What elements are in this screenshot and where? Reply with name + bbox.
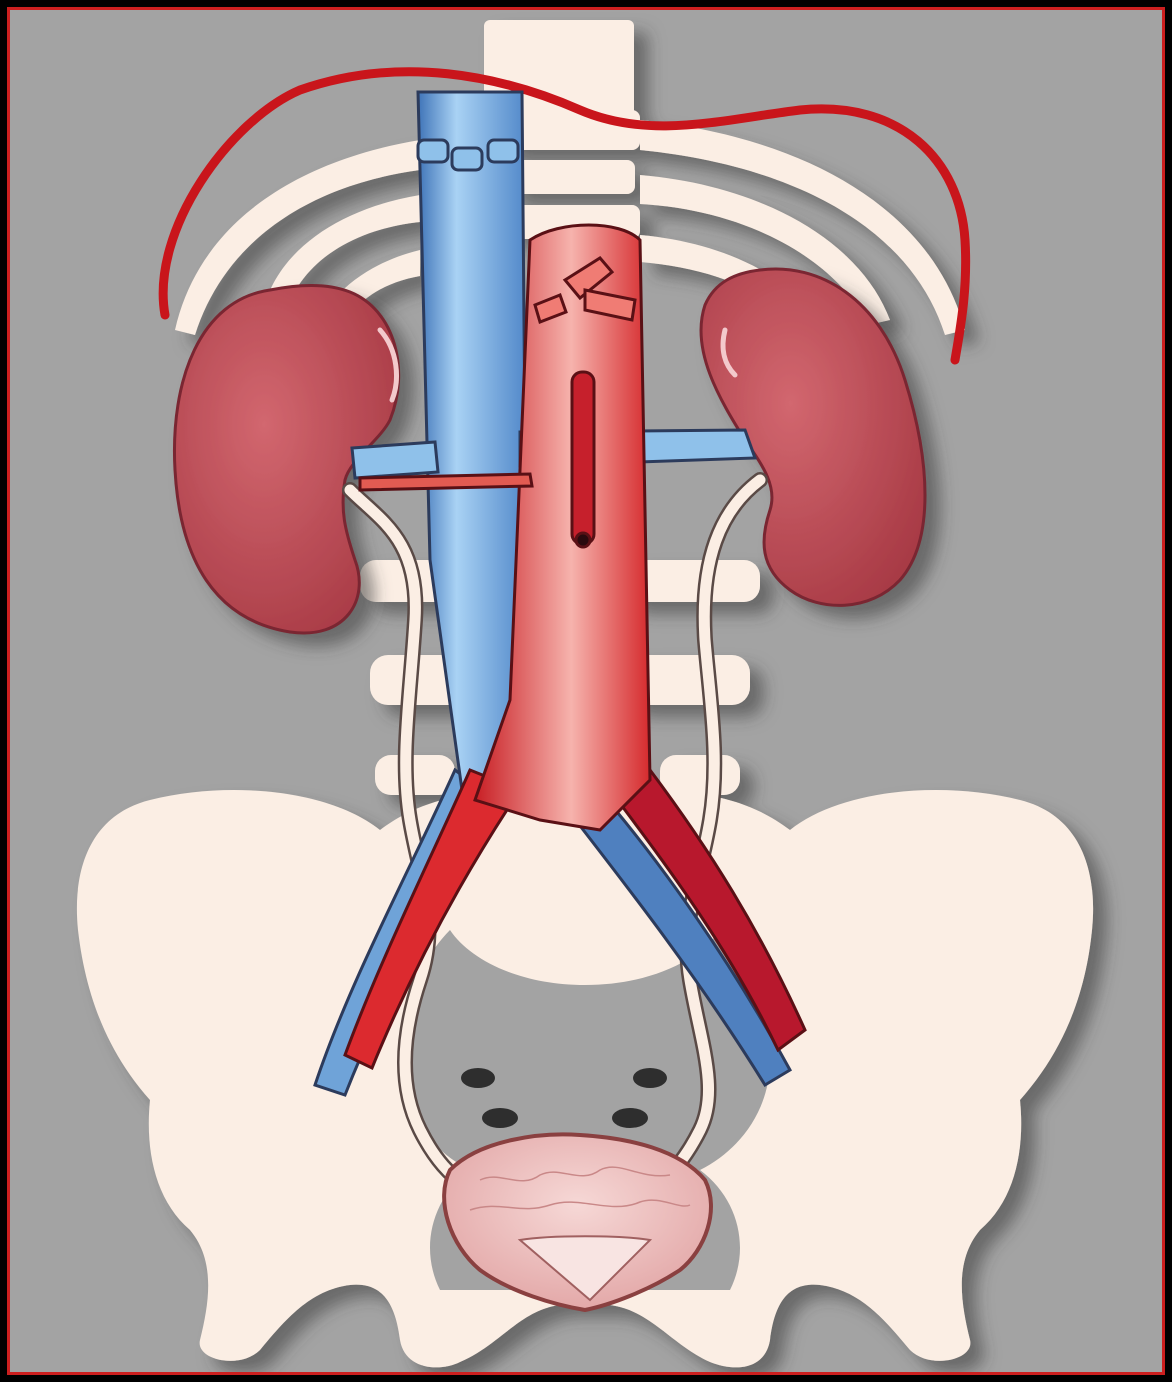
hepatic-vein [452, 148, 482, 170]
renal-artery-right [360, 474, 532, 490]
sacral-foramen [482, 1108, 518, 1128]
mesenteric-artery [572, 372, 594, 544]
figure-frame [7, 7, 1165, 1375]
sacral-foramen [461, 1068, 495, 1088]
vertebra [660, 755, 740, 795]
vertebra [505, 160, 635, 194]
renal-vein-right [352, 442, 438, 478]
mesenteric-opening [576, 533, 590, 547]
urinary-system-illustration [10, 10, 1162, 1372]
hepatic-vein [488, 140, 518, 162]
sacral-foramen [612, 1108, 648, 1128]
sacral-foramen [633, 1068, 667, 1088]
hepatic-vein [418, 140, 448, 162]
vertebra [375, 755, 455, 795]
